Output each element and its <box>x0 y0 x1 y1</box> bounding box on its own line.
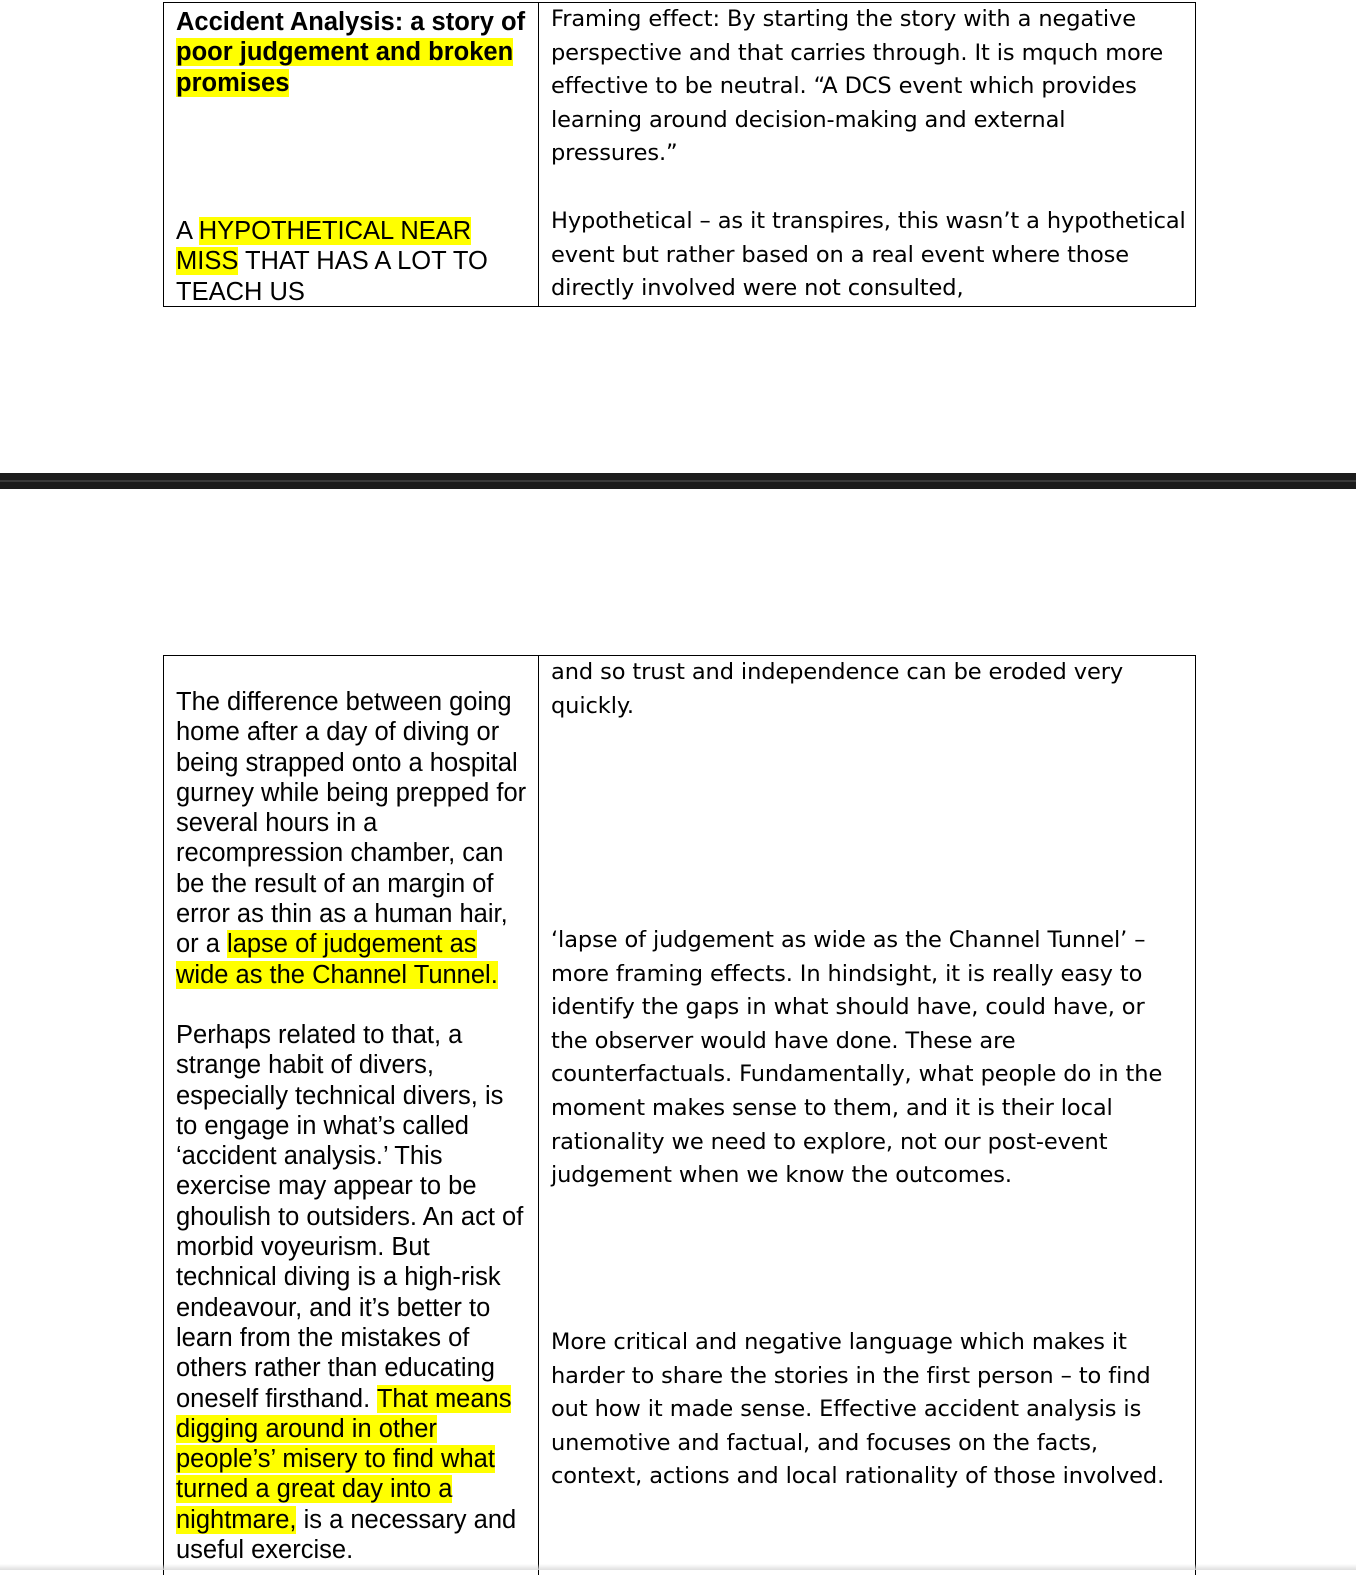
page1-right-cell <box>539 3 1195 306</box>
comment-counterfactuals: ‘lapse of judgement as wide as the Channel Tunnel’ – more framing effects. In hindsight, it is really easy to identify the gaps in what should have, could have, or the observer would have done. These are counterfactuals. Fundamentally, what people do in the moment makes sense to them, and it is their local rationality we need to explore, not our post-event judgement when we know the outcomes. <box>551 927 1163 1189</box>
paragraph-margin-of-error: The difference between going home after a day of diving or being strapped onto a hospital gurney while being prepped for several hours in a recompression chamber, can be the result of an margin of error as thin as a human hair, or a lapse of judgement as wide as the Channel Tunnel. <box>176 688 527 989</box>
bottom-edge-shadow <box>0 1564 1356 1570</box>
comment-trust-eroded: and so trust and independence can be eroded very quickly. <box>551 659 1124 719</box>
page-break-divider <box>0 473 1356 489</box>
story-subtitle: A HYPOTHETICAL NEAR MISS THAT HAS A LOT TO TEACH US <box>176 217 488 306</box>
page1-left-cell <box>164 3 539 306</box>
comment-negative-language: More critical and negative language which makes it harder to share the stories in the first person – to find out how it made sense. Effective accident analysis is unemotive and factual, and focuses on the facts, context, actions and local rationality of those involved. <box>551 1329 1165 1490</box>
page2-right-cell <box>539 656 1195 1575</box>
page2-table <box>163 655 1196 1575</box>
comment-framing-effect: Framing effect: By starting the story with a negative perspective and that carries through. It is mquch more effective to be neutral. “A DCS event which provides learning around decision-making and external pressures.” <box>551 6 1164 167</box>
paragraph1-highlight: lapse of judgement as wide as the Channel Tunnel. <box>176 930 498 989</box>
page1-table <box>163 2 1196 307</box>
title-highlight: poor judgement and broken promises <box>176 38 514 97</box>
subtitle-highlight: HYPOTHETICAL NEAR MISS <box>176 217 472 276</box>
paragraph2-highlight: That means digging around in other people’s’ misery to find what turned a great day into a nightmare, <box>176 1384 512 1534</box>
page2-left-cell <box>164 656 539 1575</box>
story-title: Accident Analysis: a story of poor judgement and broken promises <box>176 8 526 97</box>
paragraph-accident-analysis: Perhaps related to that, a strange habit of divers, especially technical divers, is to engage in what’s called ‘accident analysis.’ This exercise may appear to be ghoulish to outsiders. An act of morbid voyeurism. But technical diving is a high-risk endeavour, and it’s better to learn from the mistakes of others rather than educating oneself firsthand. That means digging around in other people’s’ misery to find what turned a great day into a nightmare, is a necessary and useful exercise. <box>176 1021 524 1565</box>
comment-hypothetical: Hypothetical – as it transpires, this wasn’t a hypothetical event but rather based on a real event where those directly involved were not consulted, <box>551 208 1186 302</box>
